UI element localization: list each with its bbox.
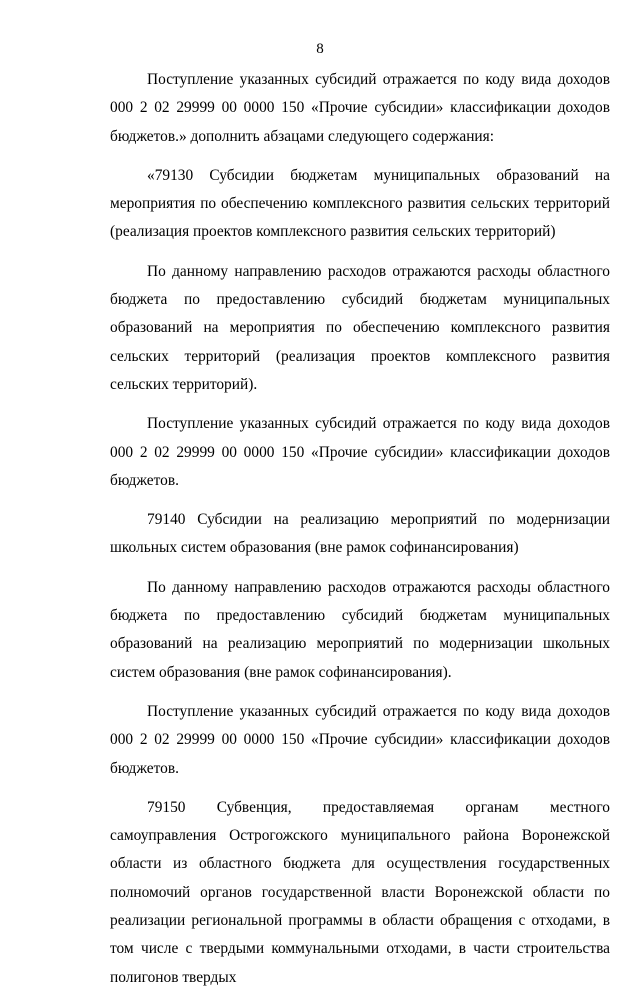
paragraph-79130-expenses: По данному направлению расходов отражаются расходы областного бюджета по предоставлению субсидий бюджетам муниципальных образований на мероприятия по обеспечению комплексного развития сельских территорий (реализация проектов комплексного развития сельских территорий). <box>110 262 610 393</box>
paragraph-79140-income-code: Поступление указанных субсидий отражается по коду вида доходов 000 2 02 29999 00 0000 150 «Прочие субсидии» классификации доходов бюджетов. <box>110 702 610 777</box>
paragraph-79130-title: «79130 Субсидии бюджетам муниципальных образований на мероприятия по обеспечению комплексного развития сельских территорий (реализация проектов комплексного развития сельских территорий) <box>110 166 610 241</box>
paragraph-79130-income-code: Поступление указанных субсидий отражается по коду вида доходов 000 2 02 29999 00 0000 150 «Прочие субсидии» классификации доходов бюджетов. <box>110 415 610 489</box>
document-body <box>110 66 610 1003</box>
paragraph-79140-title: 79140 Субсидии на реализацию мероприятий по модернизации школьных систем образования (вне рамок софинансирования) <box>110 511 610 557</box>
page-number: 8 <box>316 41 324 57</box>
paragraph-income-code-intro: Поступление указанных субсидий отражается по коду вида доходов 000 2 02 29999 00 0000 150 «Прочие субсидии» классификации доходов бюджетов.» дополнить абзацами следующего содержания: <box>110 71 610 145</box>
paragraph-79140-expenses: По данному направлению расходов отражаются расходы областного бюджета по предоставлению субсидий бюджетам муниципальных образований на реализацию мероприятий по модернизации школьных систем образования (вне рамок софинансирования). <box>110 578 610 681</box>
paragraph-79150-title: 79150 Субвенция, предоставляемая органам местного самоуправления Острогожского муниципального района Воронежской области из областного бюджета для осуществления государственных полномочий органов государственной власти Воронежской области по реализации региональной программы в области обращения с отходами, в том числе с твердыми коммунальными отходами, в части строительства полигонов твердых <box>110 798 610 986</box>
